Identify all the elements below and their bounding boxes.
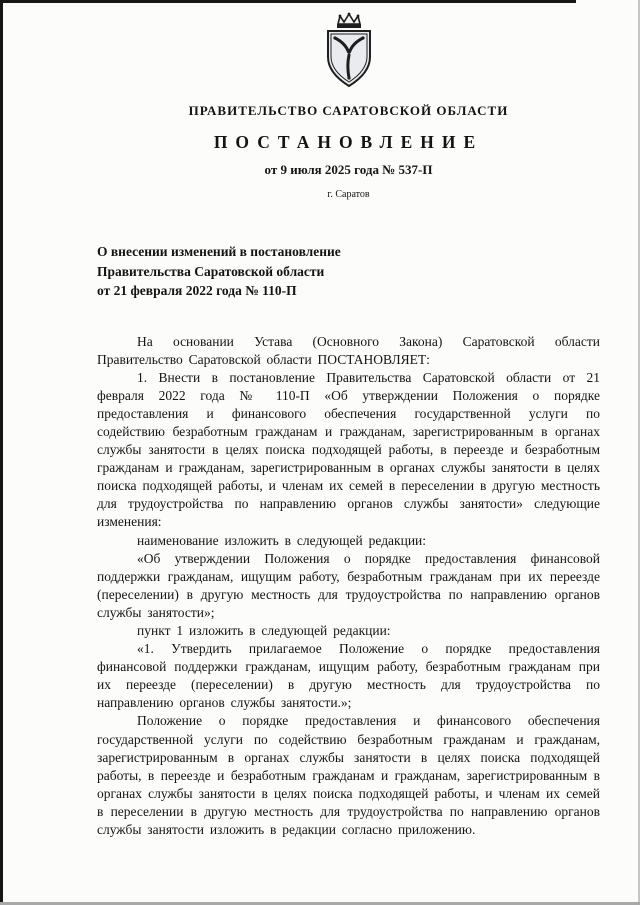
paragraph: «1. Утвердить прилагаемое Положение о порядке предоставления финансовой поддержки гражданам, ищущим работу, безработным гражданам при их переезде (переселении) в другую местность для трудоустройства по направлению органов службы занятости.»;	[97, 641, 600, 711]
paragraph: На основании Устава (Основного Закона) Саратовской области Правительство Саратовской области ПОСТАНОВЛЯЕТ:	[97, 333, 600, 367]
title-line: О внесении изменений в постановление	[97, 244, 341, 259]
authority-name: ПРАВИТЕЛЬСТВО САРАТОВСКОЙ ОБЛАСТИ	[188, 103, 509, 118]
paragraph: наименование изложить в следующей редакции:	[137, 532, 427, 548]
document-content	[97, 0, 600, 839]
paragraph: «Об утверждении Положения о порядке предоставления финансовой поддержки гражданам, ищущим работу, безработным гражданам при их переезде (переселении) в другую местность для трудоустройства по направлению органов службы занятости»;	[97, 550, 600, 620]
paragraph: Положение о порядке предоставления и финансового обеспечения государственной услуги по содействию безработным гражданам и гражданам, зарегистрированным в органах службы занятости в целях поиска подходящей работы, в переезде и безработным гражданам и гражданам, зарегистрированным в органах службы занятости в целях поиска подходящей работы, и членам их семей в переселении в другую местность для трудоустройства по направлению органов службы занятости изложить в редакции согласно приложению.	[97, 713, 600, 838]
scan-edge-left	[0, 0, 3, 905]
title-line: Правительства Саратовской области	[97, 263, 325, 279]
paragraph: пункт 1 изложить в следующей редакции:	[137, 623, 391, 638]
document-title	[97, 242, 600, 301]
paragraph: 1. Внести в постановление Правительства Саратовской области от 21 февраля 2022 года № 110-П «Об утверждении Положения о порядке предоставления и финансового обеспечения государственной услуги по содействию безработным гражданам и гражданам, зарегистрированным в органах службы занятости в целях поиска подходящей работы, в переезде и безработным гражданам и гражданам, зарегистрированным в органах службы занятости в целях поиска подходящей работы, и членам их семей в переселении в другую местность для трудоустройства по направлению органов службы занятости» следующие изменения:	[97, 369, 600, 530]
title-line: от 21 февраля 2022 года № 110-П	[97, 283, 297, 298]
date-number-line: от 9 июля 2025 года № 537-П	[264, 162, 433, 177]
document-body	[97, 333, 600, 840]
document-type-heading: ПОСТАНОВЛЕНИЕ	[213, 132, 484, 152]
place-line: г. Саратов	[327, 189, 370, 200]
saratov-coat-of-arms-icon	[320, 12, 378, 95]
